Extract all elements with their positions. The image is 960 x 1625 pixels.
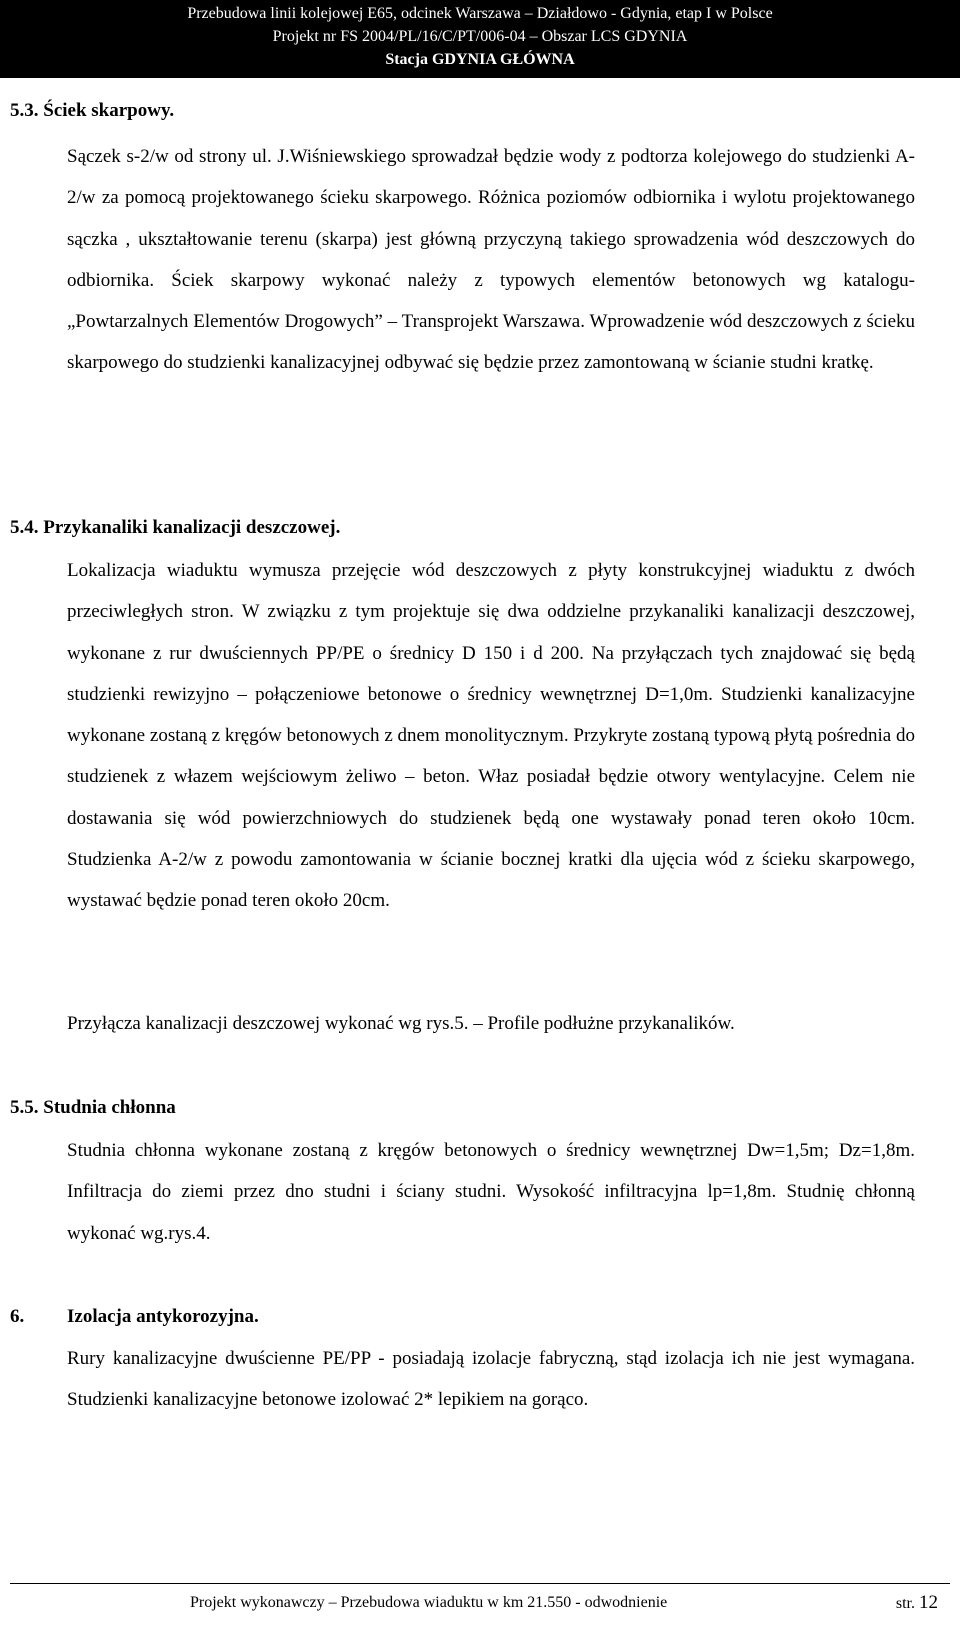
section-5-5-paragraph: Studnia chłonna wykonane zostaną z kręgów betonowych o średnicy wewnętrznej Dw=1,5m; Dz=1,8m. Infiltracja do ziemi przez dno studni i ściany studni. Wysokość infiltracyjna lp=1,8m. Studnię chłonną wykonać wg.rys.4.	[67, 1140, 915, 1244]
section-6-number: 6.	[10, 1306, 25, 1327]
section-5-4-paragraph: Lokalizacja wiaduktu wymusza przejęcie wód deszczowych z płyty konstrukcyjnej wiaduktu z dwóch przeciwległych stron. W związku z tym projektuje się dwa oddzielne przykanaliki kanalizacji deszczowej, wykonane z rur dwuściennych PP/PE o średnicy D 150 i d 200. Na przyłączach tych znajdować się będą studzienki rewizyjno – połączeniowe betonowe o średnicy wewnętrznej D=1,0m. Studzienki kanalizacyjne wykonane zostaną z kręgów betonowych z dnem monolitycznym. Przykryte zostaną typową płytą pośrednia do studzienek z włazem wejściowym żeliwo – beton. Właz posiadał będzie otwory wentylacyjne. Celem nie dostawania się wód powierzchniowych do studzienek będą one wystawały ponad teren około 10cm. Studzienka A-2/w z powodu zamontowania w ścianie bocznej kratki dla ujęcia wód z ścieku skarpowego, wystawać będzie ponad teren około 20cm.	[67, 560, 915, 912]
section-6-paragraph: Rury kanalizacyjne dwuścienne PE/PP - posiadają izolacje fabryczną, stąd izolacja ich nie jest wymagana. Studzienki kanalizacyjne betonowe izolować 2* lepikiem na gorąco.	[67, 1348, 915, 1411]
section-5-4-paragraph-2: Przyłącza kanalizacji deszczowej wykonać wg rys.5. – Profile podłużne przykanalików.	[67, 1013, 735, 1034]
page-header	[0, 0, 960, 78]
section-5-5-heading: 5.5. Studnia chłonna	[10, 1097, 176, 1118]
header-line-project: Przebudowa linii kolejowej E65, odcinek Warszawa – Działdowo - Gdynia, etap I w Polsce	[187, 5, 773, 22]
footer-page-number: 12	[919, 1592, 938, 1613]
section-5-3-paragraph: Sączek s-2/w od strony ul. J.Wiśniewskiego sprowadzał będzie wody z podtorza kolejowego do studzienki A-2/w za pomocą projektowanego ścieku skarpowego. Różnica poziomów odbiornika i wylotu projektowanego sączka , ukształtowanie terenu (skarpa) jest główną przyczyną takiego sprowadzenia wód deszczowych do odbiornika. Ściek skarpowy wykonać należy z typowych elementów betonowych wg katalogu- „Powtarzalnych Elementów Drogowych” – Transprojekt Warszawa. Wprowadzenie wód deszczowych z ścieku skarpowego do studzienki kanalizacyjnej odbywać się będzie przez zamontowaną w ścianie studni kratkę.	[67, 146, 915, 374]
footer-page	[896, 1592, 938, 1614]
header-line-number: Projekt nr FS 2004/PL/16/C/PT/006-04 – Obszar LCS GDYNIA	[272, 28, 688, 45]
page-footer	[10, 1583, 950, 1624]
footer-page-label: str.	[895, 1595, 915, 1612]
header-line-station: Stacja GDYNIA GŁÓWNA	[385, 51, 575, 68]
section-5-3-heading: 5.3. Ściek skarpowy.	[10, 100, 175, 121]
section-5-4-heading: 5.4. Przykanaliki kanalizacji deszczowej.	[10, 517, 341, 538]
footer-project-title: Projekt wykonawczy – Przebudowa wiaduktu w km 21.550 - odwodnienie	[190, 1594, 668, 1611]
section-6-title: Izolacja antykorozyjna.	[67, 1306, 259, 1327]
